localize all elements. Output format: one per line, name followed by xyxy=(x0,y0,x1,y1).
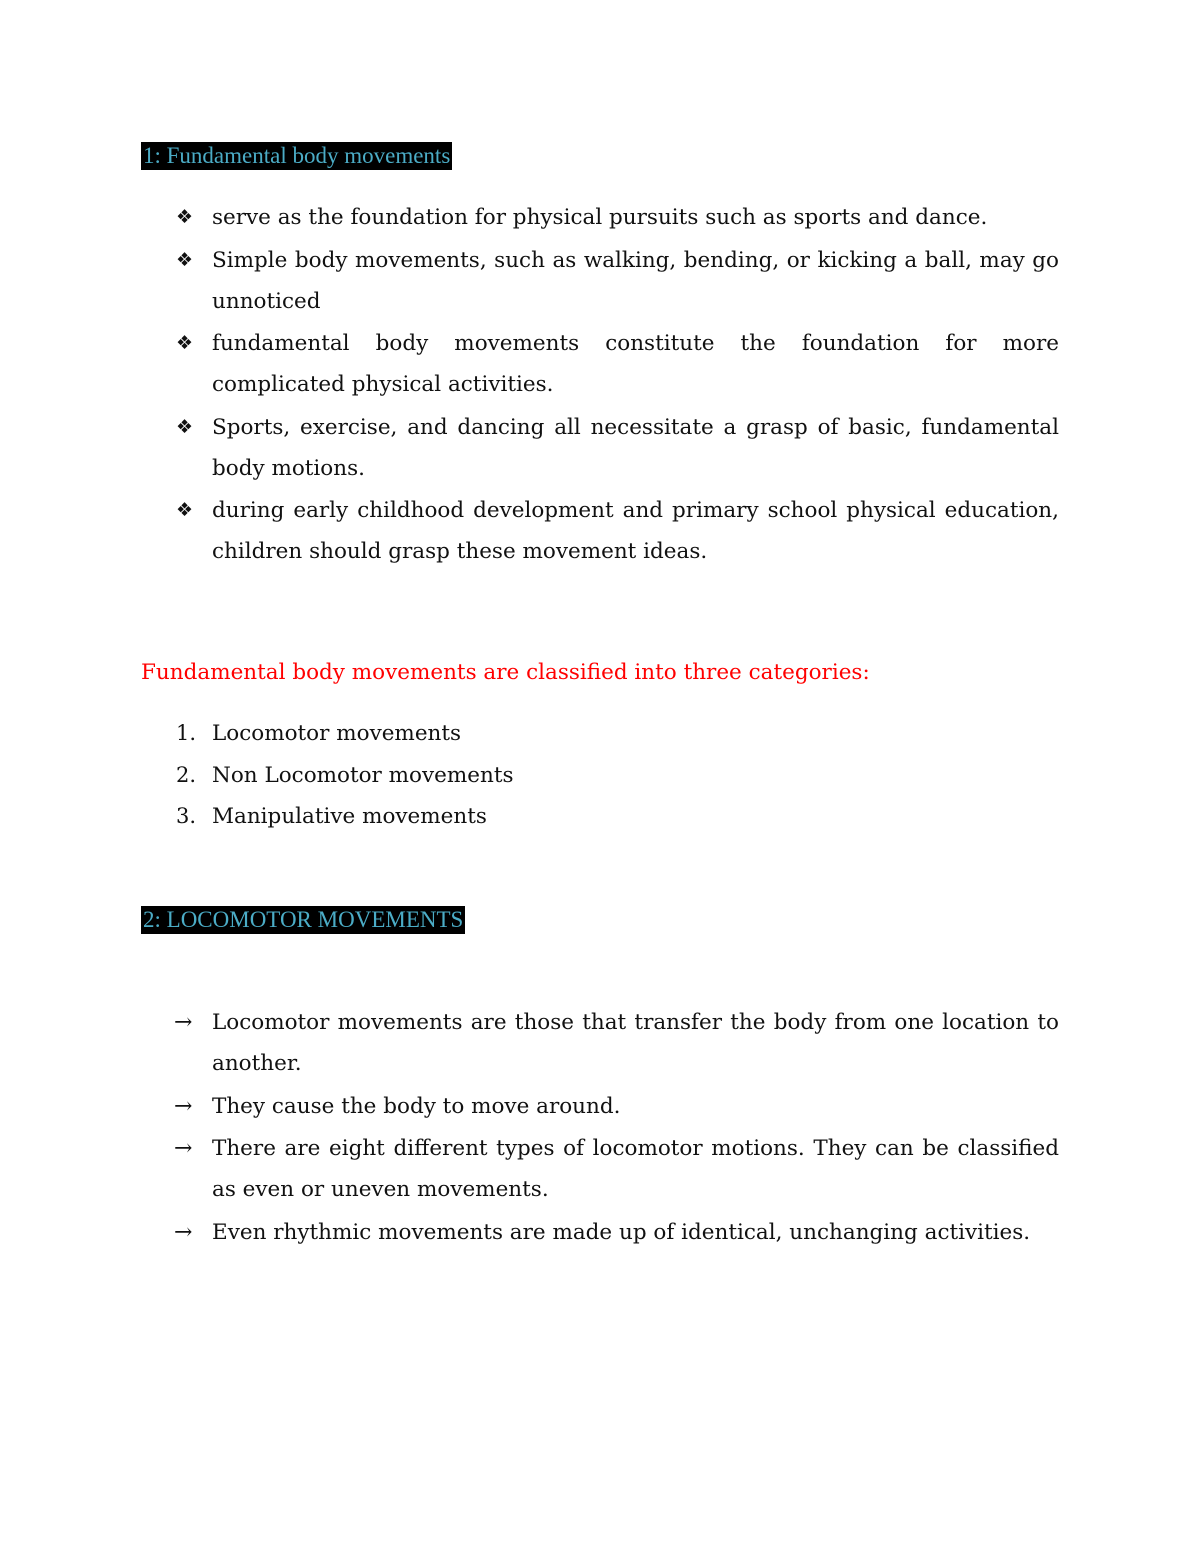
list-item xyxy=(141,490,1059,572)
list-item xyxy=(141,1086,1059,1127)
list-item-text: serve as the foundation for physical pursuits such as sports and dance. xyxy=(212,205,988,230)
list-item-text: Manipulative movements xyxy=(212,804,487,829)
section-1-heading: 1: Fundamental body movements xyxy=(143,143,451,168)
right-arrow-bullet-icon: → xyxy=(174,1219,193,1245)
list-item-text: Simple body movements, such as walking, bending, or kicking a ball, may go unnoticed xyxy=(212,247,1059,314)
list-item-text: Locomotor movements are those that transfer the body from one location to another. xyxy=(212,1010,1059,1076)
list-item xyxy=(141,755,1059,796)
diamond-star-bullet-icon: ❖ xyxy=(176,248,194,271)
section-2-arrow-list xyxy=(141,1002,1059,1254)
list-item-text: Non Locomotor movements xyxy=(212,762,514,788)
list-item xyxy=(141,1002,1059,1084)
section-2-heading: 2: LOCOMOTOR MOVEMENTS xyxy=(143,907,464,932)
list-item xyxy=(141,1212,1059,1253)
classification-intro: Fundamental body movements are classified into three categories: xyxy=(141,660,870,685)
diamond-star-bullet-icon: ❖ xyxy=(176,415,194,438)
list-item-text: Sports, exercise, and dancing all necessitate a grasp of basic, fundamental body motions. xyxy=(212,414,1059,481)
list-number: 2. xyxy=(176,762,197,787)
list-number: 1. xyxy=(176,721,197,745)
list-item-text: They cause the body to move around. xyxy=(212,1093,621,1119)
diamond-star-bullet-icon: ❖ xyxy=(176,499,194,521)
list-item xyxy=(141,407,1059,489)
list-item-text: Locomotor movements xyxy=(212,721,462,746)
list-item xyxy=(141,713,1059,754)
right-arrow-bullet-icon: → xyxy=(174,1136,193,1161)
list-item-text: fundamental body movements constitute the foundation for more complicated physical activities. xyxy=(212,331,1059,397)
list-number: 3. xyxy=(176,804,197,828)
right-arrow-bullet-icon: → xyxy=(174,1093,193,1119)
right-arrow-bullet-icon: → xyxy=(174,1010,193,1035)
section-1-bullet-list xyxy=(141,197,1059,574)
list-item-text: There are eight different types of locomotor motions. They can be classified as even or uneven movements. xyxy=(212,1136,1059,1202)
list-item xyxy=(141,197,1059,238)
list-item-text: Even rhythmic movements are made up of identical, unchanging activities. xyxy=(212,1219,1031,1245)
list-item xyxy=(141,796,1059,837)
diamond-star-bullet-icon: ❖ xyxy=(176,332,194,354)
list-item xyxy=(141,1128,1059,1210)
classification-numbered-list xyxy=(141,713,1059,838)
list-item-text: during early childhood development and primary school physical education, children should grasp these movement ideas. xyxy=(212,498,1059,564)
list-item xyxy=(141,240,1059,322)
diamond-star-bullet-icon: ❖ xyxy=(176,206,194,228)
list-item xyxy=(141,323,1059,405)
